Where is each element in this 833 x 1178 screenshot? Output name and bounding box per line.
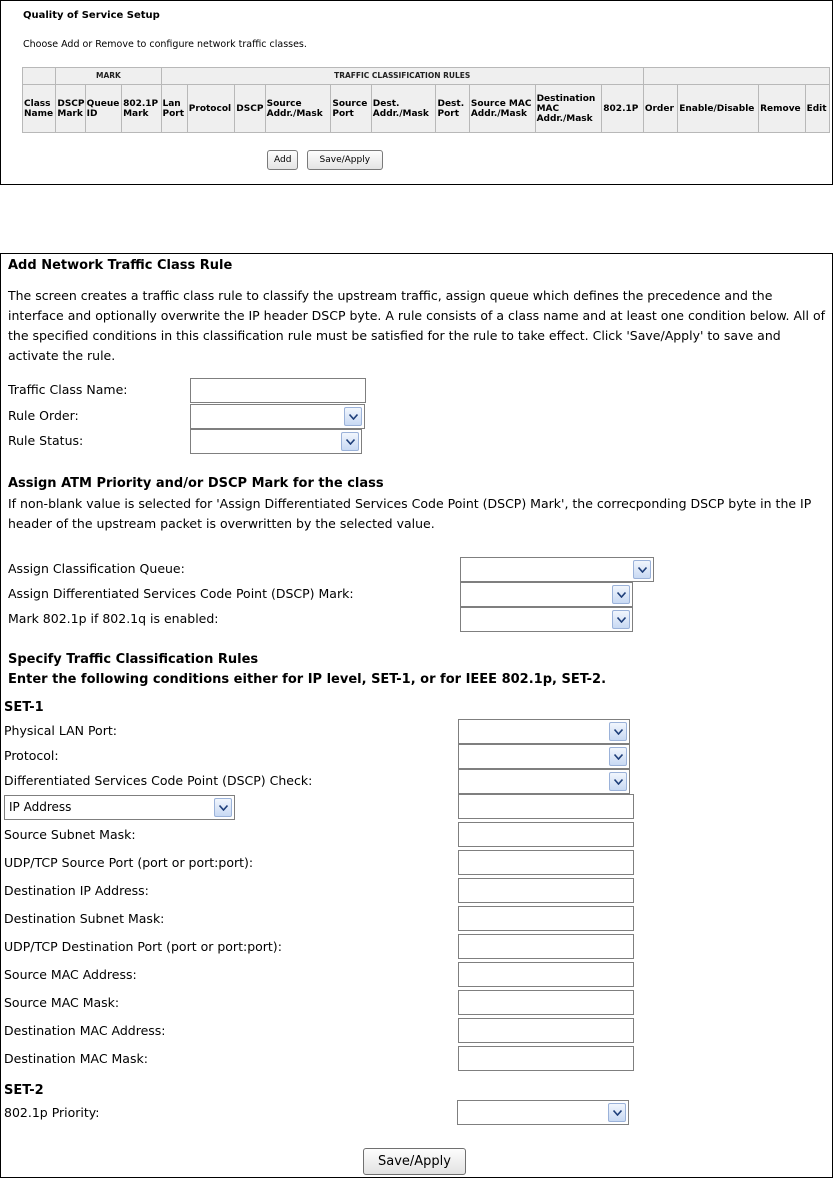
source-subnet-mask-label: Source Subnet Mask: <box>4 827 136 842</box>
source-mac-mask-input[interactable] <box>458 990 634 1015</box>
destination-subnet-mask-input[interactable] <box>458 906 634 931</box>
ip-address-type-select[interactable] <box>4 795 235 820</box>
set1-title: SET-1 <box>4 700 44 715</box>
queue-select[interactable] <box>460 557 654 582</box>
destination-port-label: UDP/TCP Destination Port (port or port:port): <box>4 939 282 954</box>
source-mac-label: Source MAC Address: <box>4 967 137 982</box>
col-lan-port: Lan Port <box>161 85 187 133</box>
col-source-mac: Source MAC Addr./Mask <box>469 85 535 133</box>
source-subnet-mask-input[interactable] <box>458 822 634 847</box>
col-edit: Edit <box>805 85 829 133</box>
source-port-input[interactable] <box>458 850 634 875</box>
mark-8021p-label: Mark 802.1p if 802.1q is enabled: <box>8 611 219 626</box>
protocol-select[interactable] <box>458 744 630 769</box>
page-title: Quality of Service Setup <box>23 10 160 21</box>
col-8021p-mark: 802.1P Mark <box>122 85 161 133</box>
source-ip-input[interactable] <box>458 794 634 819</box>
col-order: Order <box>643 85 677 133</box>
chevron-down-icon <box>609 772 627 791</box>
add-rule-title: Add Network Traffic Class Rule <box>8 258 233 273</box>
source-mac-mask-label: Source MAC Mask: <box>4 995 120 1010</box>
add-rule-intro: The screen creates a traffic class rule to classify the upstream traffic, assign queue which defines the precedence and the interface and optionally overwrite the IP header DSCP byte. A rule consists of a class name and at least one condition below. All of the specified conditions in this classification rule must be satisfied for the rule to take effect. Click 'Save/Apply' to save and activate the rule. <box>8 288 826 363</box>
priority-8021p-select[interactable] <box>457 1100 629 1125</box>
source-port-label: UDP/TCP Source Port (port or port:port): <box>4 855 254 870</box>
col-queue-id: Queue ID <box>85 85 121 133</box>
col-remove: Remove <box>759 85 806 133</box>
chevron-down-icon <box>612 585 630 604</box>
col-8021p: 802.1P <box>602 85 644 133</box>
dscp-check-select[interactable] <box>458 769 630 794</box>
priority-8021p-label: 802.1p Priority: <box>4 1105 100 1120</box>
rules-title: Specify Traffic Classification Rules <box>8 652 259 667</box>
col-class-name: Class Name <box>23 85 56 133</box>
col-source-addr-mask: Source Addr./Mask <box>265 85 331 133</box>
set2-title: SET-2 <box>4 1083 44 1098</box>
source-mac-input[interactable] <box>458 962 634 987</box>
queue-label: Assign Classification Queue: <box>8 561 185 576</box>
save-apply-button[interactable]: Save/Apply <box>307 150 384 170</box>
dscp-mark-label: Assign Differentiated Services Code Point (DSCP) Mark: <box>8 586 354 601</box>
rule-status-select[interactable] <box>190 429 362 454</box>
chevron-down-icon <box>609 747 627 766</box>
dscp-check-label: Differentiated Services Code Point (DSCP) Check: <box>4 773 313 788</box>
mark-8021p-select[interactable] <box>460 607 633 632</box>
destination-mac-input[interactable] <box>458 1018 634 1043</box>
qos-button-bar <box>267 150 383 170</box>
class-name-input[interactable] <box>190 378 366 403</box>
col-dscp-mark: DSCP Mark <box>56 85 85 133</box>
col-source-port: Source Port <box>331 85 371 133</box>
qos-setup-panel <box>0 0 833 185</box>
lan-port-select[interactable] <box>458 719 630 744</box>
traffic-class-table <box>22 67 830 133</box>
destination-port-input[interactable] <box>458 934 634 959</box>
add-button[interactable]: Add <box>267 150 298 170</box>
lan-port-label: Physical LAN Port: <box>4 723 117 738</box>
chevron-down-icon <box>609 722 627 741</box>
dscp-mark-select[interactable] <box>460 582 633 607</box>
col-dest-addr-mask: Dest. Addr./Mask <box>371 85 436 133</box>
rule-order-label: Rule Order: <box>8 408 79 423</box>
destination-subnet-mask-label: Destination Subnet Mask: <box>4 911 165 926</box>
rule-order-select[interactable] <box>190 404 365 429</box>
destination-mac-mask-input[interactable] <box>458 1046 634 1071</box>
assign-description: If non-blank value is selected for 'Assign Differentiated Services Code Point (DSCP) Mark', the correcponding DSCP byte in the IP header of the upstream packet is overwritten by the selected value. <box>8 496 812 531</box>
rule-status-label: Rule Status: <box>8 433 84 448</box>
table-group-mark: MARK <box>56 68 161 85</box>
chevron-down-icon <box>214 798 232 817</box>
chevron-down-icon <box>341 432 359 451</box>
chevron-down-icon <box>608 1103 626 1122</box>
protocol-label: Protocol: <box>4 748 59 763</box>
ip-address-type-value: IP Address <box>9 800 72 814</box>
table-group-blank <box>23 68 56 85</box>
col-dest-port: Dest. Port <box>436 85 469 133</box>
col-destination-mac: Destination MAC Addr./Mask <box>535 85 602 133</box>
destination-ip-input[interactable] <box>458 878 634 903</box>
add-rule-panel <box>0 253 833 1178</box>
page-description: Choose Add or Remove to configure network traffic classes. <box>23 39 307 50</box>
col-enable-disable: Enable/Disable <box>678 85 759 133</box>
destination-mac-mask-label: Destination MAC Mask: <box>4 1051 148 1066</box>
chevron-down-icon <box>344 407 362 426</box>
rules-description: Enter the following conditions either for IP level, SET-1, or for IEEE 802.1p, SET-2. <box>8 672 607 687</box>
table-group-blank-right <box>643 68 829 85</box>
col-dscp: DSCP <box>235 85 265 133</box>
save-apply-rule-button[interactable]: Save/Apply <box>363 1148 466 1175</box>
col-protocol: Protocol <box>187 85 235 133</box>
destination-ip-label: Destination IP Address: <box>4 883 149 898</box>
assign-title: Assign ATM Priority and/or DSCP Mark for the class <box>8 476 384 491</box>
chevron-down-icon <box>612 610 630 629</box>
class-name-label: Traffic Class Name: <box>8 382 128 397</box>
table-group-rules: TRAFFIC CLASSIFICATION RULES <box>161 68 643 85</box>
chevron-down-icon <box>633 560 651 579</box>
destination-mac-label: Destination MAC Address: <box>4 1023 166 1038</box>
